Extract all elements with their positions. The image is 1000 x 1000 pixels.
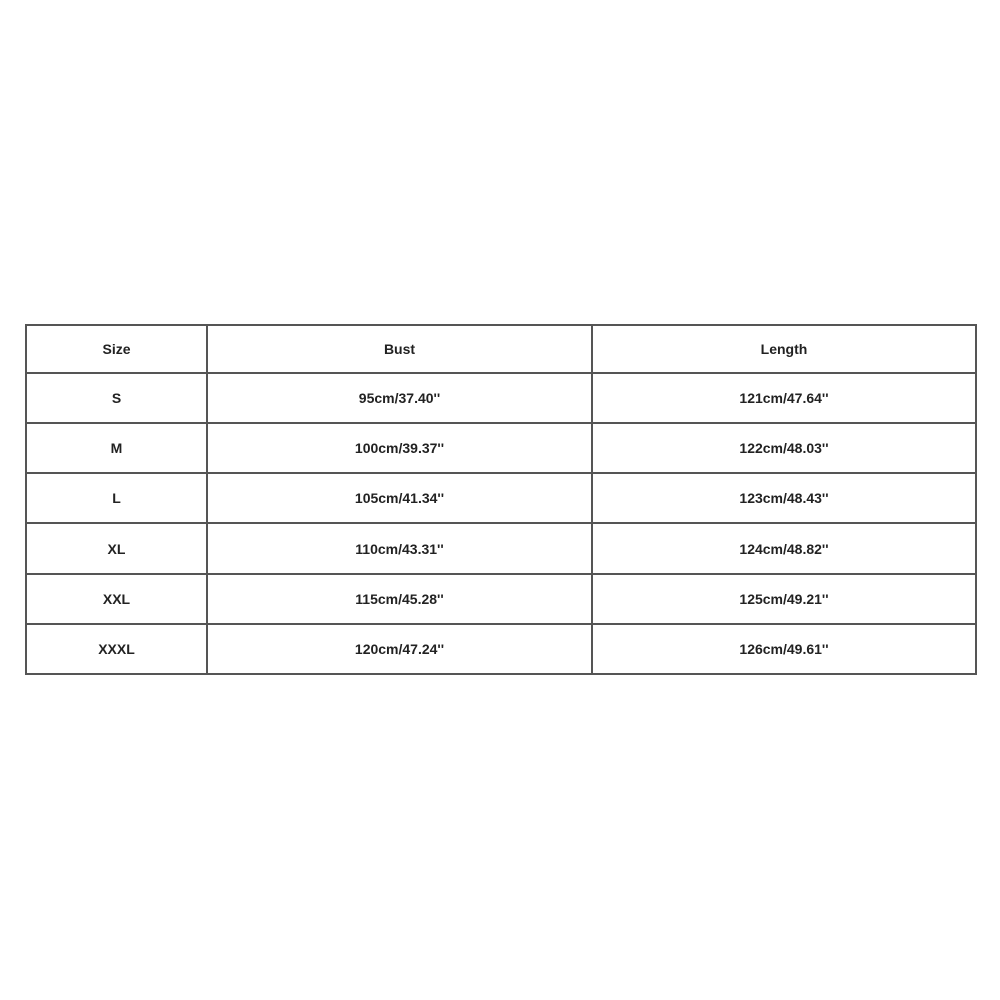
cell-length: 122cm/48.03'' xyxy=(592,423,976,473)
table-header-row xyxy=(26,325,976,373)
cell-size: XXXL xyxy=(26,624,207,674)
cell-length: 126cm/49.61'' xyxy=(592,624,976,674)
cell-size: S xyxy=(26,373,207,423)
table-row xyxy=(26,423,976,473)
cell-length: 123cm/48.43'' xyxy=(592,473,976,523)
cell-size: XL xyxy=(26,523,207,573)
cell-bust: 115cm/45.28'' xyxy=(207,574,592,624)
header-length: Length xyxy=(592,325,976,373)
header-bust: Bust xyxy=(207,325,592,373)
cell-length: 124cm/48.82'' xyxy=(592,523,976,573)
header-size: Size xyxy=(26,325,207,373)
cell-bust: 110cm/43.31'' xyxy=(207,523,592,573)
cell-size: XXL xyxy=(26,574,207,624)
cell-length: 121cm/47.64'' xyxy=(592,373,976,423)
cell-length: 125cm/49.21'' xyxy=(592,574,976,624)
table-row xyxy=(26,574,976,624)
table-row xyxy=(26,523,976,573)
table-row xyxy=(26,624,976,674)
cell-bust: 120cm/47.24'' xyxy=(207,624,592,674)
cell-bust: 100cm/39.37'' xyxy=(207,423,592,473)
cell-bust: 95cm/37.40'' xyxy=(207,373,592,423)
cell-size: L xyxy=(26,473,207,523)
cell-size: M xyxy=(26,423,207,473)
table-row xyxy=(26,473,976,523)
cell-bust: 105cm/41.34'' xyxy=(207,473,592,523)
size-chart-table xyxy=(25,324,977,675)
table-row xyxy=(26,373,976,423)
